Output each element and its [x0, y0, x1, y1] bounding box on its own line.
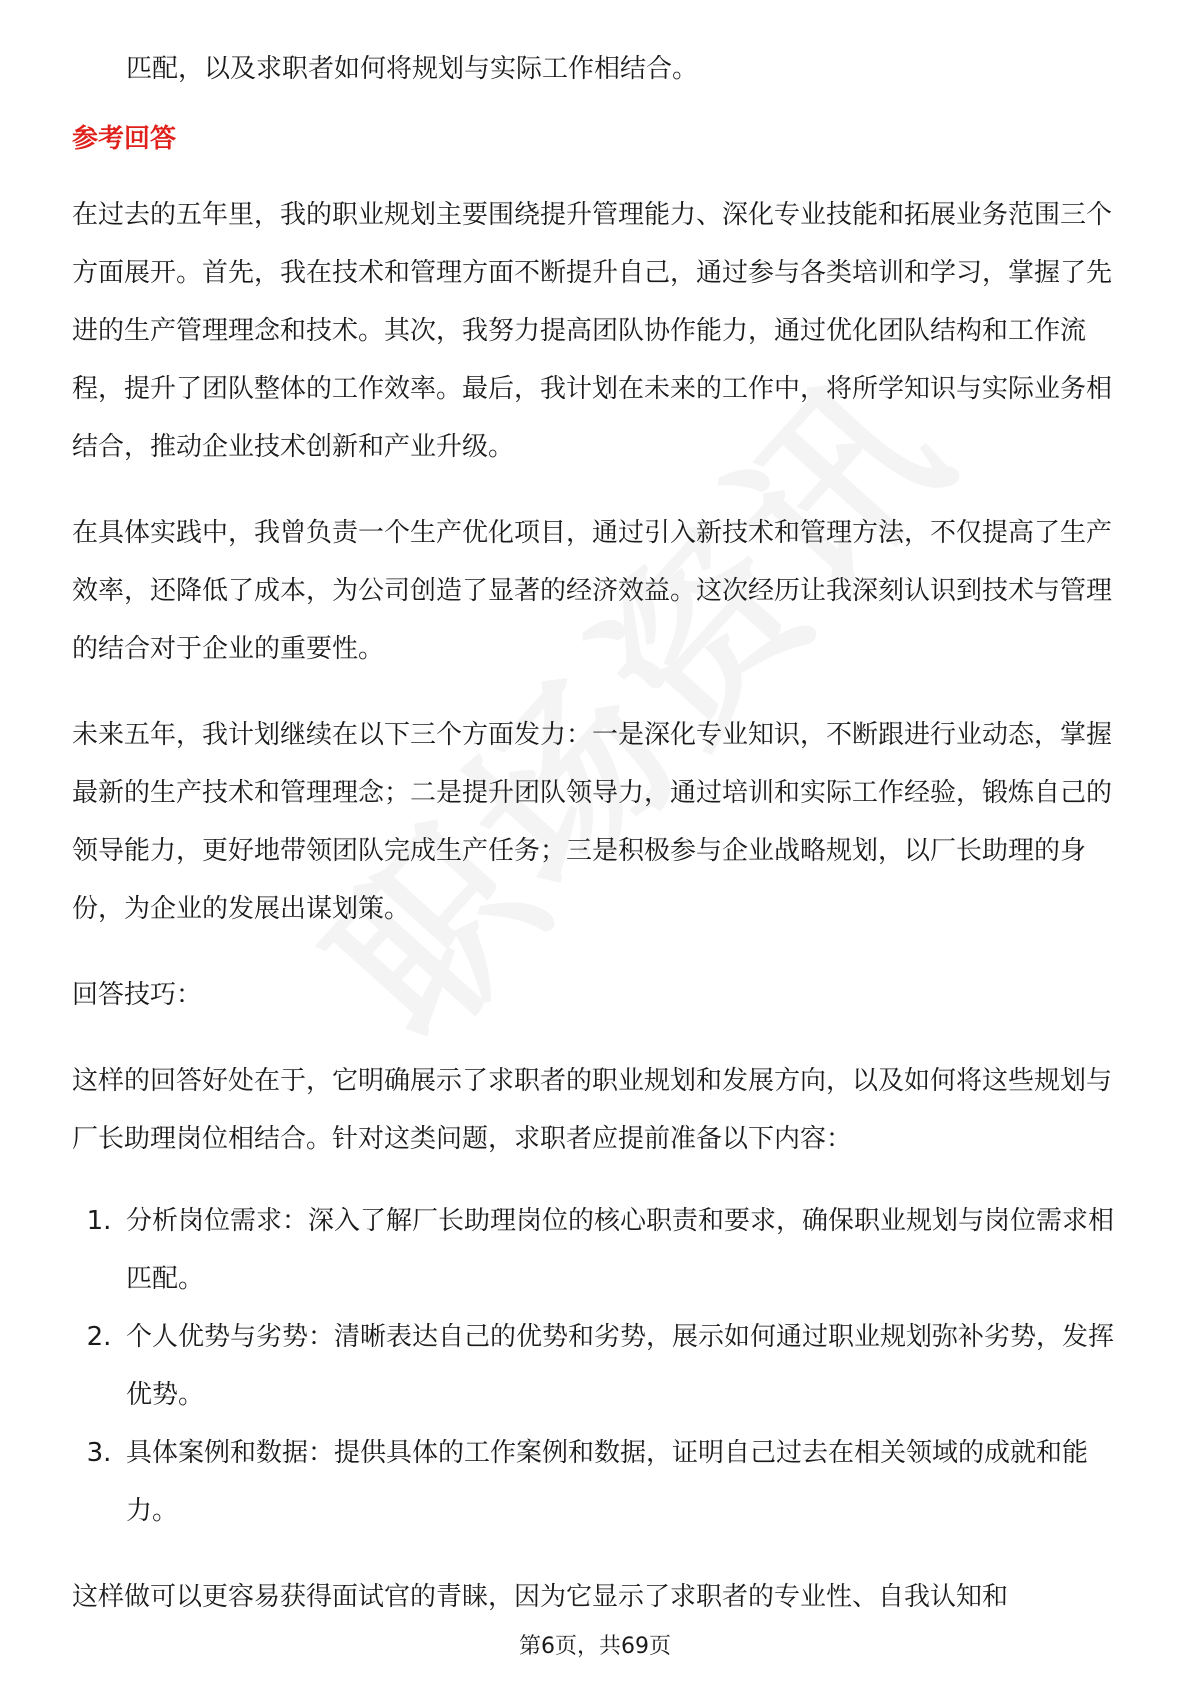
list-number: 2.	[86, 1322, 112, 1352]
document-page	[72, 40, 1118, 1626]
section-heading: 参考回答	[72, 124, 177, 154]
intro-fragment: 匹配，以及求职者如何将规划与实际工作相结合。	[126, 54, 699, 84]
list-text: 分析岗位需求：深入了解厂长助理岗位的核心职责和要求，确保职业规划与岗位需求相匹配。	[126, 1206, 1115, 1294]
answer-paragraph-1: 在过去的五年里，我的职业规划主要围绕提升管理能力、深化专业技能和拓展业务范围三个方面展开。首先，我在技术和管理方面不断提升自己，通过参与各类培训和学习，掌握了先进的生产管理理念和技术。其次，我努力提高团队协作能力，通过优化团队结构和工作流程，提升了团队整体的工作效率。最后，我计划在未来的工作中，将所学知识与实际业务相结合，推动企业技术创新和产业升级。	[72, 200, 1113, 462]
tips-title: 回答技巧：	[72, 980, 203, 1010]
list-item	[72, 1192, 1118, 1308]
tips-intro: 这样的回答好处在于，它明确展示了求职者的职业规划和发展方向，以及如何将这些规划与厂长助理岗位相结合。针对这类问题，求职者应提前准备以下内容：	[72, 1066, 1113, 1154]
list-item	[72, 1308, 1118, 1424]
list-text: 个人优势与劣势：清晰表达自己的优势和劣势，展示如何通过职业规划弥补劣势，发挥优势。	[126, 1322, 1115, 1410]
closing-paragraph: 这样做可以更容易获得面试官的青睐，因为它显示了求职者的专业性、自我认知和	[72, 1582, 1009, 1612]
list-text: 具体案例和数据：提供具体的工作案例和数据，证明自己过去在相关领域的成就和能力。	[126, 1438, 1089, 1526]
answer-paragraph-3: 未来五年，我计划继续在以下三个方面发力：一是深化专业知识，不断跟进行业动态，掌握最新的生产技术和管理理念；二是提升团队领导力，通过培训和实际工作经验，锻炼自己的领导能力，更好地带领团队完成生产任务；三是积极参与企业战略规划，以厂长助理的身份，为企业的发展出谋划策。	[72, 720, 1113, 924]
list-number: 1.	[86, 1206, 112, 1236]
list-number: 3.	[86, 1438, 112, 1468]
page-footer: 第6页，共69页	[519, 1634, 671, 1659]
tips-list	[72, 1192, 1118, 1540]
answer-paragraph-2: 在具体实践中，我曾负责一个生产优化项目，通过引入新技术和管理方法，不仅提高了生产效率，还降低了成本，为公司创造了显著的经济效益。这次经历让我深刻认识到技术与管理的结合对于企业的重要性。	[72, 518, 1113, 664]
list-item	[72, 1424, 1118, 1540]
